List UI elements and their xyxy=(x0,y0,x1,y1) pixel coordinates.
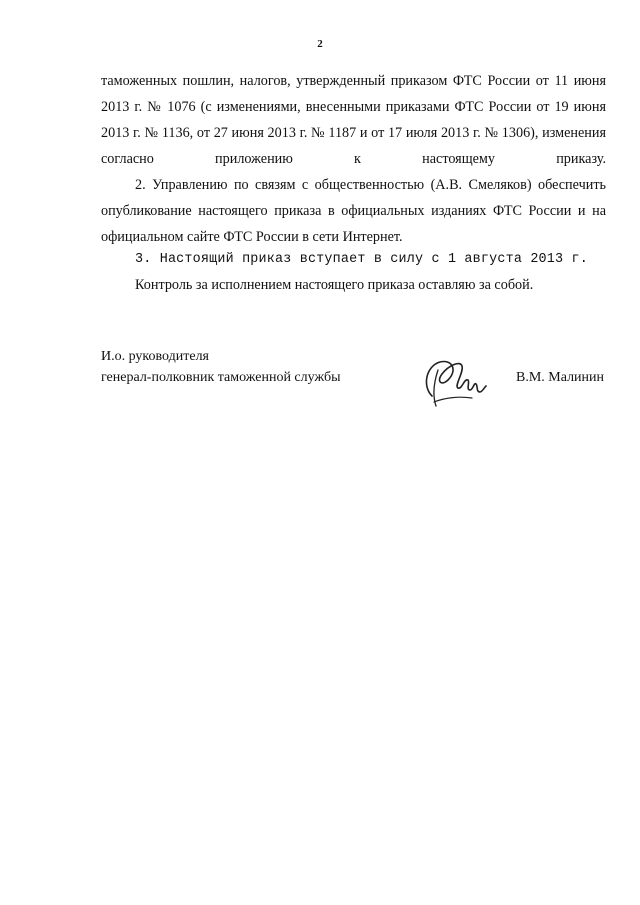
paragraph-publication: 2. Управлению по связям с общественностью (А.В. Смеляков) обеспечить опубликование настоящего приказа в официальных изданиях ФТС России и на официальном сайте ФТС России в сети Интернет. xyxy=(101,177,606,245)
signatory-position-line-2: генерал-полковник таможенной службы xyxy=(101,370,341,385)
page-number: 2 xyxy=(317,38,323,50)
signatory-name: В.М. Малинин xyxy=(516,370,605,385)
handwritten-signature xyxy=(418,352,490,412)
paragraph-amendments: таможенных пошлин, налогов, утвержденный приказом ФТС России от 11 июня 2013 г. № 1076 (с изменениями, внесенными приказами ФТС России от 19 июня 2013 г. № 1136, от 27 июня 2013 г. № 1187 и от 17 июля 2013 г. № 1306), изменения согласно приложению к настоящему приказу. xyxy=(101,73,606,167)
signatory-position-line-1: И.о. руководителя xyxy=(101,349,210,364)
signatory-position xyxy=(101,346,340,388)
paragraph-control: Контроль за исполнением настоящего приказа оставляю за собой. xyxy=(135,277,534,293)
paragraph-effective-date: 3. Настоящий приказ вступает в силу с 1 августа 2013 г. xyxy=(135,252,588,267)
